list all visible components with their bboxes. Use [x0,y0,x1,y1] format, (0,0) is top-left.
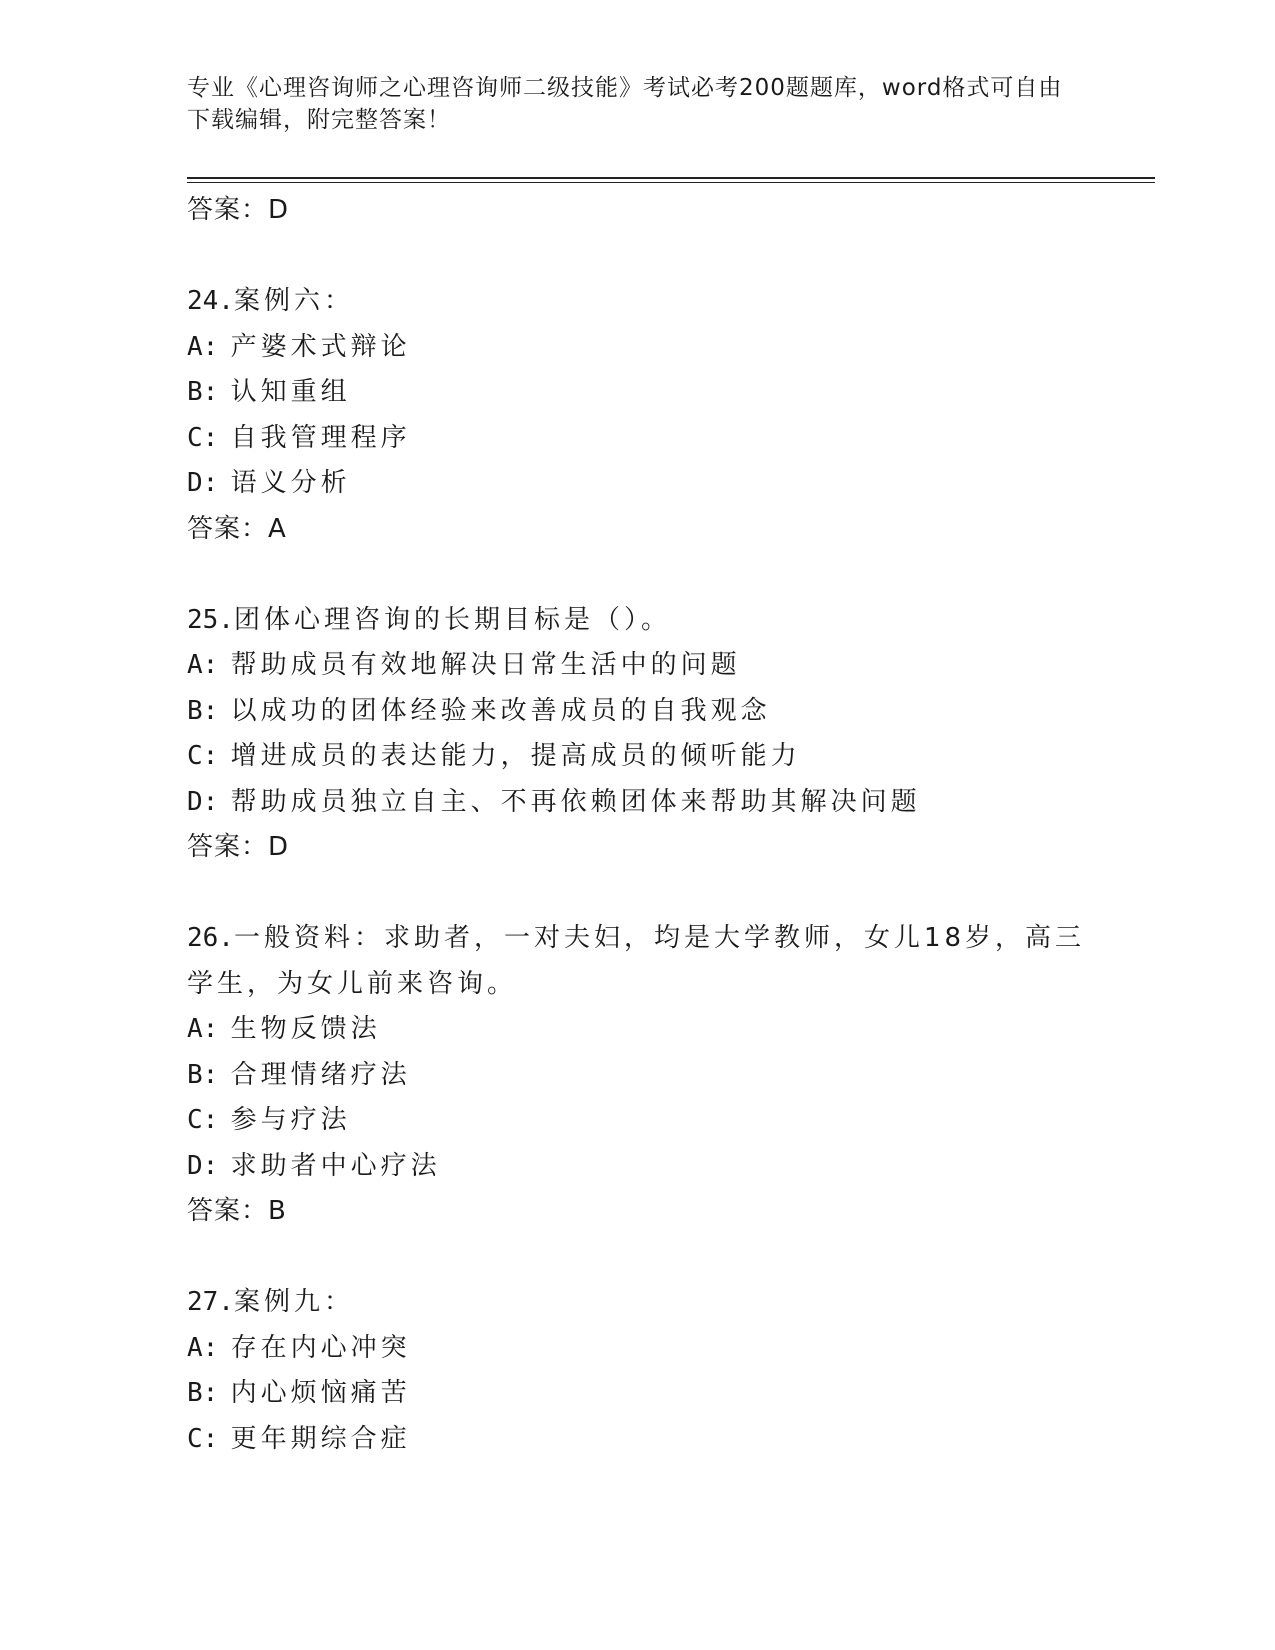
option-line [187,416,1107,462]
option-line [187,325,1107,371]
option-label: A: [187,331,219,362]
question-text: 案例九： [233,1287,354,1317]
option-line [187,1371,1107,1417]
spacer [187,552,1107,598]
question-block [187,598,1107,871]
spacer [187,871,1107,917]
question-stem [187,279,1107,325]
option-label: A: [187,1332,219,1363]
option-text: 产婆术式辩论 [230,331,411,362]
option-label: A: [187,650,219,680]
option-text: 生物反馈法 [230,1014,381,1044]
answer-line: 答案：D [187,195,290,225]
question-block [187,279,1107,552]
option-label: A: [187,1014,219,1044]
option-line [187,1144,1107,1190]
spacer [187,1235,1107,1281]
option-text: 存在内心冲突 [230,1332,411,1363]
option-text: 合理情绪疗法 [230,1059,411,1090]
option-label: B: [187,695,219,726]
option-text: 帮助成员独立自主、不再依赖团体来帮助其解决问题 [230,786,921,817]
option-line [187,1053,1107,1099]
header-rule-thin [187,182,1155,183]
option-text: 认知重组 [230,377,351,407]
option-text: 语义分析 [230,468,351,498]
question-block [187,1280,1107,1462]
option-text: 以成功的团体经验来改善成员的自我观念 [230,695,771,726]
question-number: 27. [187,1287,234,1317]
option-line [187,1326,1107,1372]
option-label: C: [187,1105,219,1135]
option-line [187,734,1107,780]
option-line [187,370,1107,416]
option-line [187,461,1107,507]
option-text: 参与疗法 [230,1105,351,1135]
answer-line: 答案：B [187,1196,287,1226]
question-block [187,916,1107,1235]
option-line [187,1098,1107,1144]
option-text: 内心烦恼痛苦 [230,1378,411,1408]
option-text: 求助者中心疗法 [230,1150,441,1181]
document-body [187,188,1107,1462]
option-line [187,780,1107,826]
question-number: 24. [187,286,234,316]
spacer [187,234,1107,280]
option-label: D: [187,468,219,498]
option-label: C: [187,422,219,453]
option-label: B: [187,1378,219,1408]
question-stem [187,1280,1107,1326]
option-label: C: [187,1423,219,1454]
option-label: B: [187,377,219,407]
option-text: 增进成员的表达能力，提高成员的倾听能力 [230,741,801,771]
option-text: 自我管理程序 [230,422,411,453]
question-stem [187,598,1107,644]
question-number: 25. [187,604,234,635]
option-label: C: [187,741,219,771]
question-text: 团体心理咨询的长期目标是（）。 [233,604,671,635]
option-text: 更年期综合症 [230,1423,411,1454]
option-line [187,689,1107,735]
option-line [187,1007,1107,1053]
question-text: 一般资料：求助者，一对夫妇，均是大学教师，女儿18岁，高三学生，为女儿前来咨询。 [187,923,1086,999]
question-text: 案例六： [233,286,354,316]
option-label: B: [187,1059,219,1090]
option-text: 帮助成员有效地解决日常生活中的问题 [230,650,741,680]
option-label: D: [187,1150,219,1181]
option-line [187,1417,1107,1463]
option-line [187,643,1107,689]
question-stem [187,916,1107,1007]
document-header: 专业《心理咨询师之心理咨询师二级技能》考试必考200题题库，word格式可自由下载编辑，附完整答案！ [187,75,1063,133]
header-rule-thick [187,177,1155,179]
answer-line: 答案：D [187,832,290,862]
option-label: D: [187,786,219,817]
question-number: 26. [187,923,234,953]
answer-line: 答案：A [187,513,287,544]
